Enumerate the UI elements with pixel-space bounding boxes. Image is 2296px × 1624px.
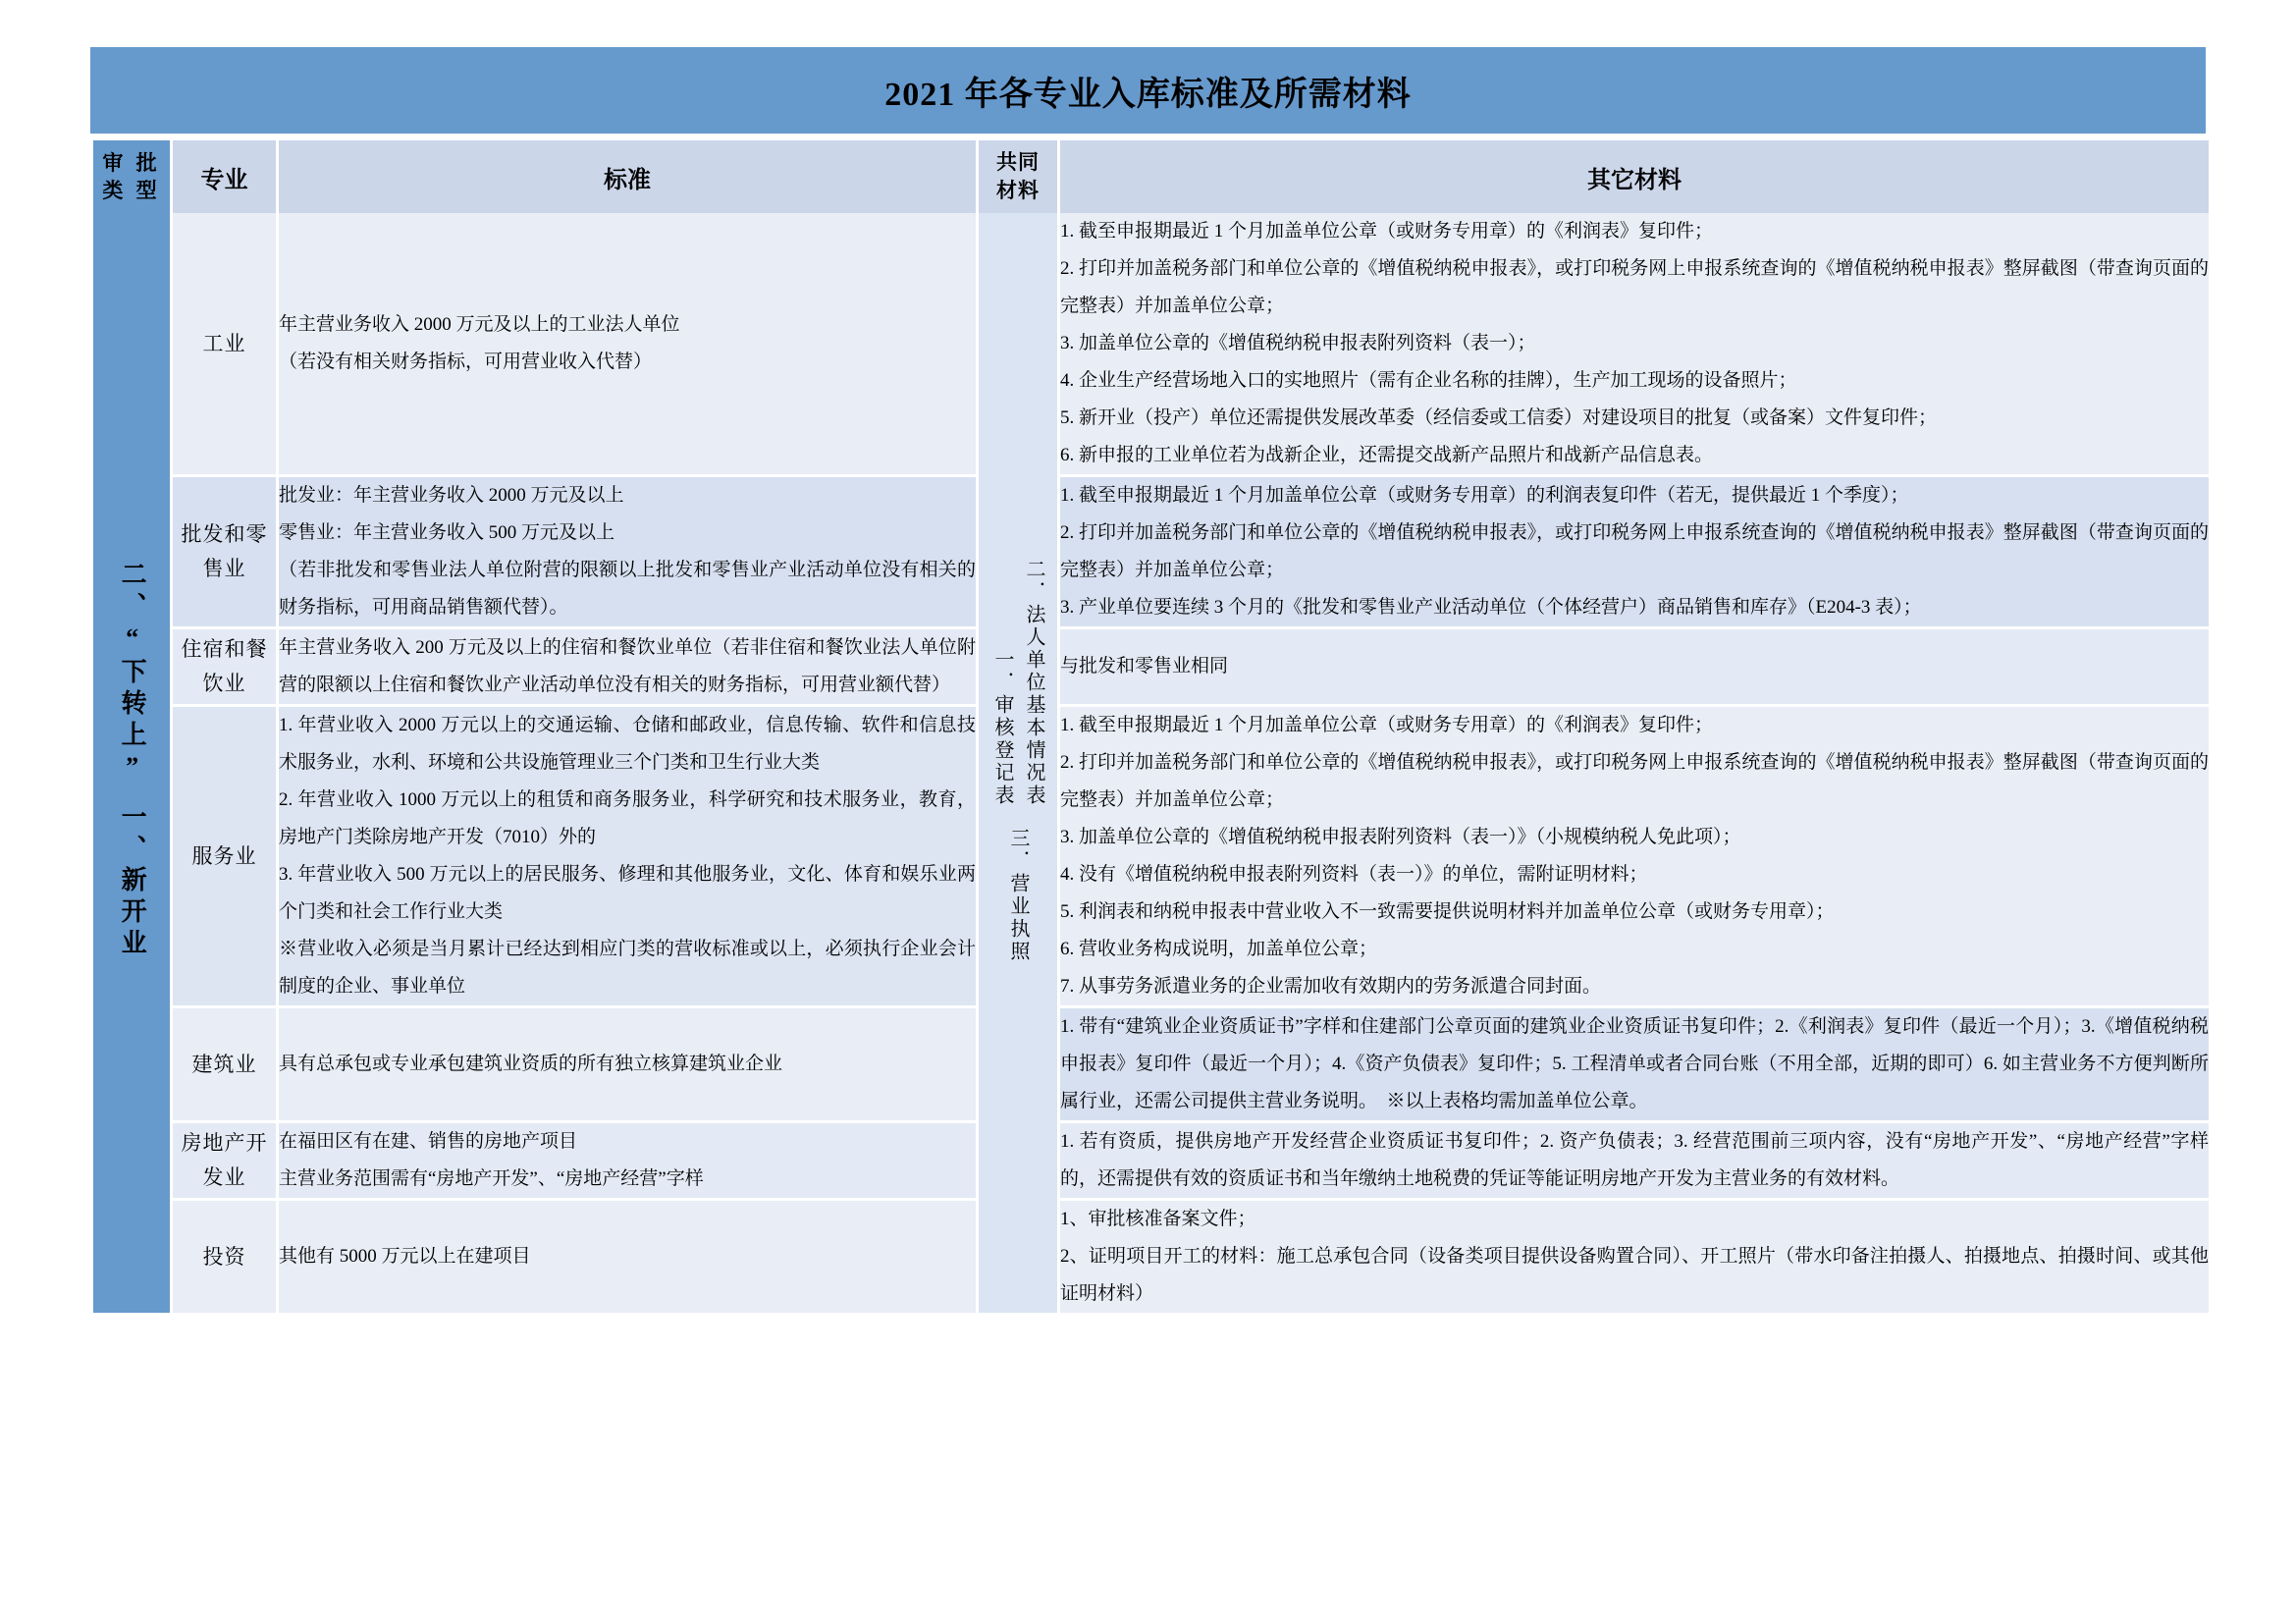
approval-type-cell bbox=[93, 213, 170, 1313]
standard-cell bbox=[279, 707, 976, 1005]
major-name: 投资 bbox=[173, 1201, 276, 1313]
header-standard: 标准 bbox=[279, 140, 976, 213]
table-header-row bbox=[93, 140, 2209, 213]
standard-line: 批发业：年主营业务收入 2000 万元及以上 bbox=[279, 485, 624, 506]
standard-cell bbox=[279, 1123, 976, 1198]
standards-table bbox=[90, 140, 2212, 1313]
other-material-item: 4. 没有《增值税纳税申报表附列资料（表一）》的单位，需附证明材料； bbox=[1060, 864, 1648, 885]
other-material-item: 与批发和零售业相同 bbox=[1060, 656, 1229, 677]
other-materials-cell bbox=[1060, 477, 2209, 626]
table-row bbox=[93, 1008, 2209, 1120]
other-material-item: 1. 带有“建筑业企业资质证书”字样和住建部门公章页面的建筑业企业资质证书复印件；2.《利润表》复印件（最近一个月）；3.《增值税纳税申报表》复印件（最近一个月）；4.《资产负债表》复印件；5. 工程清单或者合同台账（不用全部，近期的即可）6. 如主营业务不方便判断所属行业，还需公司提供主营业务说明。 ※以上表格均需加盖单位公章。 bbox=[1060, 1016, 2209, 1111]
header-common-materials-line1: 共同 bbox=[996, 149, 1040, 174]
header-approval-type bbox=[93, 140, 170, 213]
standard-line: 1. 年营业收入 2000 万元以上的交通运输、仓储和邮政业，信息传输、软件和信息技术服务业，水利、环境和公共设施管理业三个门类和卫生行业大类 bbox=[279, 715, 976, 773]
other-material-item: 1. 截至申报期最近 1 个月加盖单位公章（或财务专用章）的利润表复印件（若无，提供最近 1 个季度）； bbox=[1060, 485, 1909, 506]
standard-cell bbox=[279, 213, 976, 474]
other-material-item: 1. 若有资质，提供房地产开发经营企业资质证书复印件；2. 资产负债表；3. 经营范围前三项内容，没有“房地产开发”、“房地产经营”字样的，还需提供有效的资质证书和当年缴纳土地税费的凭证等能证明房地产开发为主营业务的有效材料。 bbox=[1060, 1131, 2209, 1189]
other-materials-cell bbox=[1060, 707, 2209, 1005]
standard-line: （若没有相关财务指标，可用营业收入代替） bbox=[279, 352, 653, 372]
other-material-item: 2. 打印并加盖税务部门和单位公章的《增值税纳税申报表》，或打印税务网上申报系统查询的《增值税纳税申报表》整屏截图（带查询页面的完整表）并加盖单位公章； bbox=[1060, 258, 2209, 316]
table-row bbox=[93, 707, 2209, 1005]
table-row bbox=[93, 1123, 2209, 1198]
standard-cell bbox=[279, 1201, 976, 1313]
header-major: 专业 bbox=[173, 140, 276, 213]
standard-line: 其他有 5000 万元以上在建项目 bbox=[279, 1246, 531, 1267]
header-common-materials-line2: 材料 bbox=[996, 179, 1040, 202]
standard-line: 3. 年营业收入 500 万元以上的居民服务、修理和其他服务业，文化、体育和娱乐业两个门类和社会工作行业大类 bbox=[279, 864, 976, 922]
other-material-item: 3. 产业单位要连续 3 个月的《批发和零售业产业活动单位（个体经营户）商品销售和库存》（E204-3 表）； bbox=[1060, 597, 1922, 618]
other-material-item: 5. 利润表和纳税申报表中营业收入不一致需要提供说明材料并加盖单位公章（或财务专用章）； bbox=[1060, 901, 1835, 922]
standard-line: （若非批发和零售业法人单位附营的限额以上批发和零售业产业活动单位没有相关的财务指标，可用商品销售额代替）。 bbox=[279, 560, 976, 618]
other-materials-cell bbox=[1060, 1123, 2209, 1198]
standard-cell bbox=[279, 477, 976, 626]
table-row bbox=[93, 213, 2209, 474]
header-other-materials: 其它材料 bbox=[1060, 140, 2209, 213]
standard-line: 年主营业务收入 2000 万元及以上的工业法人单位 bbox=[279, 314, 680, 335]
other-materials-cell bbox=[1060, 629, 2209, 704]
other-material-item: 2. 打印并加盖税务部门和单位公章的《增值税纳税申报表》，或打印税务网上申报系统查询的《增值税纳税申报表》整屏截图（带查询页面的完整表）并加盖单位公章； bbox=[1060, 752, 2209, 810]
standard-line: 零售业：年主营业务收入 500 万元及以上 bbox=[279, 522, 615, 543]
page-title: 2021 年各专业入库标准及所需材料 bbox=[884, 76, 1412, 113]
major-name: 批发和零售业 bbox=[173, 477, 276, 626]
header-approval-type-line1: 审 批 bbox=[102, 150, 161, 175]
common-materials-cell bbox=[979, 213, 1057, 1313]
major-name: 住宿和餐饮业 bbox=[173, 629, 276, 704]
other-material-item: 1. 截至申报期最近 1 个月加盖单位公章（或财务专用章）的《利润表》复印件； bbox=[1060, 221, 1714, 242]
other-material-item: 4. 企业生产经营场地入口的实地照片（需有企业名称的挂牌），生产加工现场的设备照片； bbox=[1060, 370, 1797, 391]
standard-line: 在福田区有在建、销售的房地产项目 bbox=[279, 1131, 578, 1152]
header-approval-type-line2: 类 型 bbox=[102, 179, 161, 202]
common-material-item-3: 三．营业执照 bbox=[1007, 827, 1029, 963]
other-material-item: 6. 营收业务构成说明，加盖单位公章； bbox=[1060, 939, 1378, 959]
table-row bbox=[93, 1201, 2209, 1313]
common-material-item-1: 一．审核登记表 bbox=[991, 648, 1013, 807]
other-material-item: 2. 打印并加盖税务部门和单位公章的《增值税纳税申报表》，或打印税务网上申报系统查询的《增值税纳税申报表》整屏截图（带查询页面的完整表）并加盖单位公章； bbox=[1060, 522, 2209, 580]
other-material-item: 3. 加盖单位公章的《增值税纳税申报表附列资料（表一）》（小规模纳税人免此项）； bbox=[1060, 827, 1741, 847]
other-materials-cell bbox=[1060, 1201, 2209, 1313]
table-row bbox=[93, 629, 2209, 704]
major-name: 建筑业 bbox=[173, 1008, 276, 1120]
other-materials-cell bbox=[1060, 213, 2209, 474]
standard-line: 年主营业务收入 200 万元及以上的住宿和餐饮业单位（若非住宿和餐饮业法人单位附营的限额以上住宿和餐饮业产业活动单位没有相关的财务指标，可用营业额代替） bbox=[279, 637, 976, 695]
other-materials-cell bbox=[1060, 1008, 2209, 1120]
approval-type-item-2: 二、“下转上” bbox=[118, 561, 147, 786]
approval-type-item-1: 一、新开业 bbox=[118, 803, 147, 960]
major-name: 房地产开发业 bbox=[173, 1123, 276, 1198]
standard-line: 主营业务范围需有“房地产开发”、“房地产经营”字样 bbox=[279, 1168, 704, 1189]
standard-cell bbox=[279, 629, 976, 704]
common-material-item-2: 二．法人单位基本情况表 bbox=[1023, 558, 1044, 807]
standard-line: ※营业收入必须是当月累计已经达到相应门类的营收标准或以上，必须执行企业会计制度的企业、事业单位 bbox=[279, 939, 976, 997]
other-material-item: 1. 截至申报期最近 1 个月加盖单位公章（或财务专用章）的《利润表》复印件； bbox=[1060, 715, 1714, 735]
major-name: 服务业 bbox=[173, 707, 276, 1005]
other-material-item: 5. 新开业（投产）单位还需提供发展改革委（经信委或工信委）对建设项目的批复（或备案）文件复印件； bbox=[1060, 407, 1938, 428]
standard-line: 2. 年营业收入 1000 万元以上的租赁和商务服务业，科学研究和技术服务业，教育，房地产门类除房地产开发（7010）外的 bbox=[279, 789, 976, 847]
other-material-item: 2、证明项目开工的材料：施工总承包合同（设备类项目提供设备购置合同）、开工照片（带水印备注拍摄人、拍摄地点、拍摄时间、或其他证明材料） bbox=[1060, 1246, 2209, 1304]
other-material-item: 7. 从事劳务派遣业务的企业需加收有效期内的劳务派遣合同封面。 bbox=[1060, 976, 1602, 997]
document-title-bar bbox=[90, 47, 2206, 134]
major-name: 工业 bbox=[173, 213, 276, 474]
table-body bbox=[93, 213, 2209, 1313]
standard-line: 具有总承包或专业承包建筑业资质的所有独立核算建筑业企业 bbox=[279, 1054, 783, 1074]
header-common-materials bbox=[979, 140, 1057, 213]
other-material-item: 3. 加盖单位公章的《增值税纳税申报表附列资料（表一）； bbox=[1060, 333, 1536, 353]
standard-cell bbox=[279, 1008, 976, 1120]
other-material-item: 1、审批核准备案文件； bbox=[1060, 1209, 1256, 1229]
table-row bbox=[93, 477, 2209, 626]
other-material-item: 6. 新申报的工业单位若为战新企业，还需提交战新产品照片和战新产品信息表。 bbox=[1060, 445, 1714, 465]
